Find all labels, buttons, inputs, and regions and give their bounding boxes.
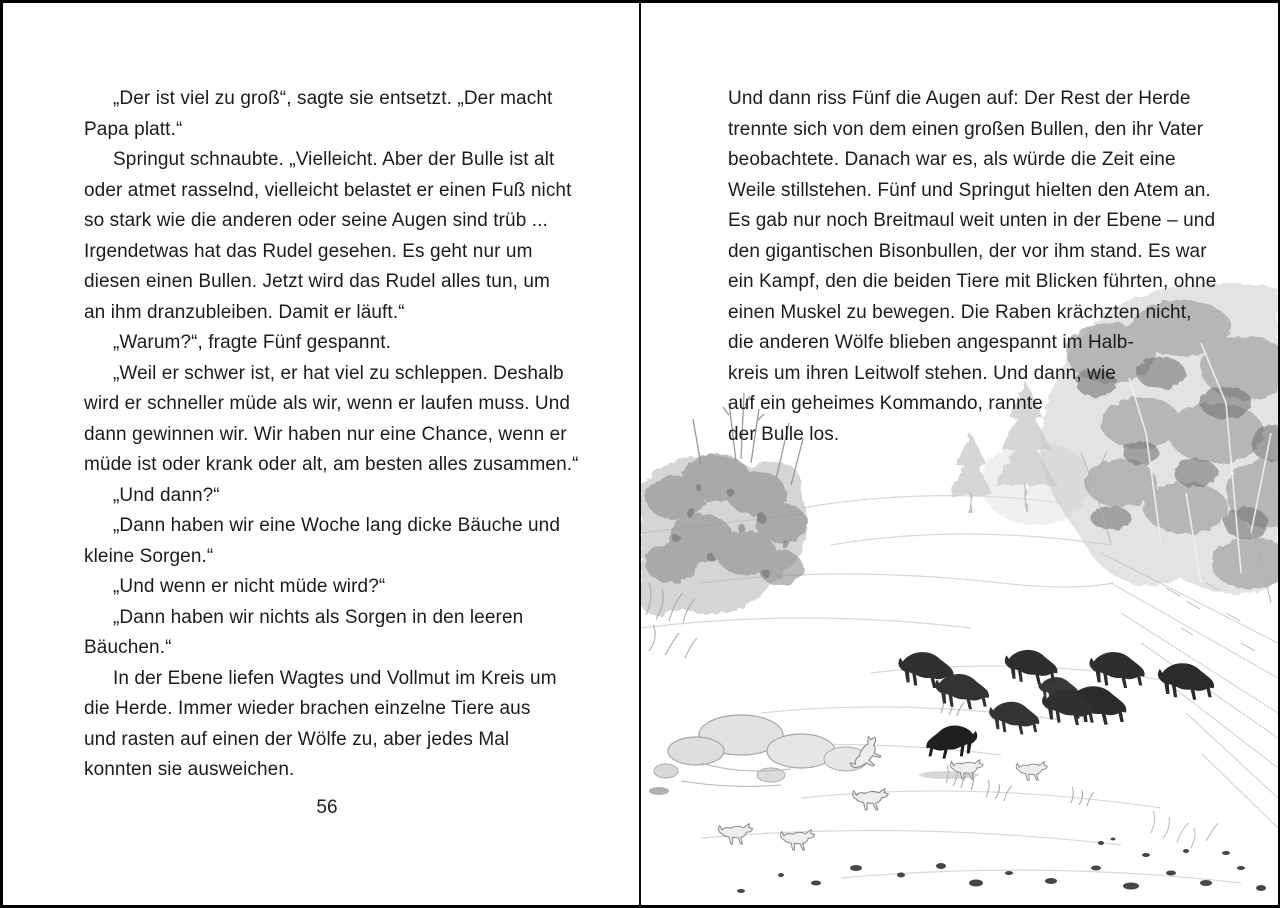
text-line: kleine Sorgen.“ [84, 545, 214, 567]
text-line: „Und dann?“ [113, 484, 220, 506]
text-line: auf ein geheimes Kommando, rannte [728, 393, 1043, 414]
text-line: Es gab nur noch Breitmaul weit unten in der Ebene – und [728, 210, 1216, 231]
text-line: Irgendetwas hat das Rudel gesehen. Es geht nur um [84, 240, 533, 262]
text-line: „Dann haben wir nichts als Sorgen in den leeren [113, 606, 524, 628]
text-line: diesen einen Bullen. Jetzt wird das Rudel alles tun, um [84, 271, 550, 292]
left-page [3, 0, 639, 908]
bison-bull [926, 726, 977, 759]
text-line: wird er schneller müde als wir, wenn er laufen muss. Und [84, 393, 571, 414]
text-line: den gigantischen Bisonbullen, der vor ihm stand. Es war [728, 240, 1207, 262]
text-line: konnten sie ausweichen. [84, 759, 295, 780]
left-page-text [84, 84, 579, 786]
scattered-stones [737, 838, 1266, 894]
bison-herd [898, 650, 1214, 735]
text-line: an ihm dranzubleiben. Damit er läuft.“ [84, 301, 405, 323]
text-line: die Herde. Immer wieder brachen einzelne Tiere aus [84, 698, 531, 719]
slope-hatch [1101, 553, 1278, 828]
page-number: 56 [316, 797, 338, 818]
text-line: beobachtete. Danach war es, als würde die Zeit eine [728, 149, 1176, 170]
text-line: Springut schnaubte. „Vielleicht. Aber der Bulle ist alt [113, 149, 555, 170]
text-line: Papa platt.“ [84, 118, 183, 140]
text-line: ein Kampf, den die beiden Tiere mit Blicken führten, ohne [728, 271, 1217, 292]
text-line: oder atmet rasselnd, vielleicht belastet er einen Fuß nicht [84, 179, 572, 201]
text-line: die anderen Wölfe blieben angespannt im Halb- [728, 332, 1134, 353]
rocks [649, 715, 868, 795]
text-line: so stark wie die anderen oder seine Augen sind trüb ... [84, 210, 548, 231]
text-line: dann gewinnen wir. Wir haben nur eine Chance, wenn er [84, 423, 567, 445]
text-line: der Bulle los. [728, 423, 840, 445]
text-line: In der Ebene liefen Wagtes und Vollmut im Kreis um [113, 667, 557, 689]
text-line: kreis um ihren Leitwolf stehen. Und dann, wie [728, 362, 1116, 384]
text-line: „Weil er schwer ist, er hat viel zu schleppen. Deshalb [113, 362, 564, 384]
text-line: „Und wenn er nicht müde wird?“ [113, 576, 386, 597]
text-line: Weile stillstehen. Fünf und Springut hielten den Atem an. [728, 179, 1211, 201]
text-line: „Warum?“, fragte Fünf gespannt. [113, 332, 392, 353]
text-line: und rasten auf einen der Wölfe zu, aber jedes Mal [84, 728, 510, 750]
text-line: Bäuchen.“ [84, 637, 172, 658]
slope-grass-dashes [1151, 583, 1255, 848]
text-line: müde ist oder krank oder alt, am besten alles zusammen.“ [84, 454, 579, 475]
text-line: einen Muskel zu bewegen. Die Raben krächzten nicht, [728, 301, 1192, 323]
text-line: Und dann riss Fünf die Augen auf: Der Rest der Herde [728, 88, 1191, 109]
text-line: „Dann haben wir eine Woche lang dicke Bäuche und [113, 515, 561, 536]
right-page-text [728, 84, 1216, 450]
right-page [641, 0, 1278, 908]
left-bushes [641, 454, 807, 616]
text-line: „Der ist viel zu groß“, sagte sie entsetzt. „Der macht [113, 88, 553, 109]
text-line: trennte sich von dem einen großen Bullen, den ihr Vater [728, 118, 1204, 140]
